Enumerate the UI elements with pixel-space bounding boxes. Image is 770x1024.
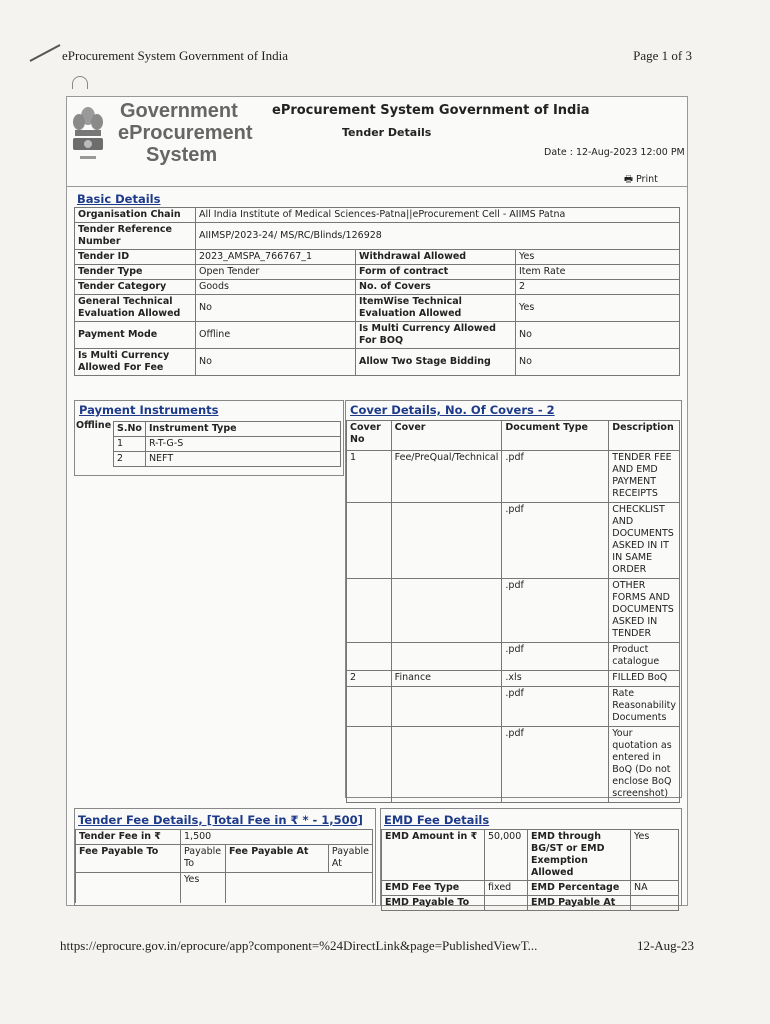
cover-no-cell: [347, 643, 392, 671]
table-row: [347, 687, 680, 727]
doc-type-cell: .pdf: [502, 643, 609, 671]
cover-cell: [391, 503, 502, 579]
table-row: [75, 295, 680, 322]
doc-type-cell: .pdf: [502, 579, 609, 643]
org-chain-value: All India Institute of Medical Sciences-Patna||eProcurement Cell - AIIMS Patna: [196, 208, 680, 223]
table-row: [75, 265, 680, 280]
table-row: [114, 452, 341, 467]
cover-cell: [391, 727, 502, 803]
tender-fee-title: Tender Fee Details, [Total Fee in ₹ * - 1,500]: [78, 813, 363, 827]
cover-no-cell: [347, 503, 392, 579]
tender-fee-table: [75, 829, 373, 903]
table-row: [75, 208, 680, 223]
table-row: [347, 579, 680, 643]
emd-exemption-value: Yes: [631, 830, 679, 881]
contract-form-label: Form of contract: [356, 265, 516, 280]
col-instrument-type: Instrument Type: [145, 422, 340, 437]
payment-mode-label: Payment Mode: [75, 322, 196, 349]
covers-label: No. of Covers: [356, 280, 516, 295]
description-cell: Product catalogue: [609, 643, 680, 671]
cover-no-cell: [347, 687, 392, 727]
tender-id-value: 2023_AMSPA_766767_1: [196, 250, 356, 265]
doc-type-cell: .pdf: [502, 451, 609, 503]
col-cover: Cover: [391, 421, 502, 451]
gov-logo-text: Government eProcurement System: [118, 100, 253, 166]
table-row: [114, 437, 341, 452]
instrument-cell: R-T-G-S: [145, 437, 340, 452]
print-footer-date: 12-Aug-23: [636, 938, 694, 953]
emd-type-value: fixed: [485, 881, 528, 896]
cover-details-table: [346, 420, 680, 803]
tender-category-label: Tender Category: [75, 280, 196, 295]
emd-percentage-value: NA: [631, 881, 679, 896]
print-page-number: Page 1 of 3: [633, 48, 692, 63]
instrument-cell: NEFT: [145, 452, 340, 467]
description-cell: FILLED BoQ: [609, 671, 680, 687]
cover-cell: Finance: [391, 671, 502, 687]
itemwise-eval-label: ItemWise Technical Evaluation Allowed: [356, 295, 516, 322]
description-cell: Your quotation as entered in BoQ (Do not enclose BoQ screenshot): [609, 727, 680, 803]
cover-details-title: Cover Details, No. Of Covers - 2: [350, 403, 555, 417]
tender-type-value: Open Tender: [196, 265, 356, 280]
fee-payable-at-label: Fee Payable At: [226, 845, 329, 873]
ref-value: AIIMSP/2023-24/ MS/RC/Blinds/126928: [196, 223, 680, 250]
cover-no-cell: 2: [347, 671, 392, 687]
cover-cell: Fee/PreQual/Technical: [391, 451, 502, 503]
emd-type-label: EMD Fee Type: [382, 881, 485, 896]
fee-payable-to-label: Fee Payable To: [76, 845, 181, 873]
emd-amount-value: 50,000: [485, 830, 528, 881]
table-row: [382, 830, 679, 881]
emd-fee-table: [381, 829, 679, 911]
org-chain-label: Organisation Chain: [75, 208, 196, 223]
withdrawal-label: Withdrawal Allowed: [356, 250, 516, 265]
header-divider: [66, 186, 688, 187]
col-description: Description: [609, 421, 680, 451]
cover-cell: [391, 643, 502, 671]
basic-details-title: Basic Details: [77, 192, 161, 206]
doc-type-cell: .pdf: [502, 727, 609, 803]
table-row: [382, 881, 679, 896]
doc-type-cell: .pdf: [502, 687, 609, 727]
doc-type-cell: .pdf: [502, 503, 609, 579]
table-row: [382, 896, 679, 911]
app-title: eProcurement System Government of India: [272, 103, 590, 118]
table-row: [75, 322, 680, 349]
cover-no-cell: [347, 727, 392, 803]
covers-value: 2: [516, 280, 680, 295]
table-row: [75, 349, 680, 376]
table-row: [347, 643, 680, 671]
itemwise-eval-value: Yes: [516, 295, 680, 322]
description-cell: OTHER FORMS AND DOCUMENTS ASKED IN TENDER: [609, 579, 680, 643]
table-row: [347, 727, 680, 803]
payment-mode-value: Offline: [196, 322, 356, 349]
multi-currency-fee-label: Is Multi Currency Allowed For Fee: [75, 349, 196, 376]
emd-fee-title: EMD Fee Details: [384, 813, 490, 827]
gen-tech-eval-value: No: [196, 295, 356, 322]
table-row: [75, 223, 680, 250]
emd-payable-at-label: EMD Payable At: [528, 896, 631, 911]
table-row: [347, 671, 680, 687]
print-label: Print: [636, 174, 658, 185]
date-stamp: Date : 12-Aug-2023 12:00 PM: [544, 147, 685, 158]
emblem-icon: [70, 100, 106, 168]
table-row: [347, 503, 680, 579]
description-cell: TENDER FEE AND EMD PAYMENT RECEIPTS: [609, 451, 680, 503]
payment-instruments-title: Payment Instruments: [79, 403, 219, 417]
table-row: [76, 845, 373, 873]
table-row: [114, 422, 341, 437]
contract-form-value: Item Rate: [516, 265, 680, 280]
tender-category-value: Goods: [196, 280, 356, 295]
emd-exemption-label: EMD through BG/ST or EMD Exemption Allowed: [528, 830, 631, 881]
table-row: [76, 873, 373, 903]
cover-no-cell: 1: [347, 451, 392, 503]
col-sno: S.No: [114, 422, 146, 437]
multi-currency-boq-value: No: [516, 322, 680, 349]
two-stage-value: No: [516, 349, 680, 376]
pen-mark: [30, 44, 61, 62]
two-stage-label: Allow Two Stage Bidding: [356, 349, 516, 376]
tender-id-label: Tender ID: [75, 250, 196, 265]
curl-mark: [72, 76, 88, 89]
payment-instruments-table: [113, 421, 341, 467]
cover-cell: [391, 579, 502, 643]
table-row: [347, 451, 680, 503]
print-header-title: eProcurement System Government of India: [62, 48, 288, 63]
doc-type-cell: .xls: [502, 671, 609, 687]
tender-type-label: Tender Type: [75, 265, 196, 280]
multi-currency-fee-value: No: [196, 349, 356, 376]
description-cell: CHECKLIST AND DOCUMENTS ASKED IN IT IN SAME ORDER: [609, 503, 680, 579]
page-subtitle: Tender Details: [342, 126, 432, 139]
withdrawal-value: Yes: [516, 250, 680, 265]
fee-payable-at-value: Payable At: [328, 845, 372, 873]
print-footer-url: https://eprocure.gov.in/eprocure/app?component=%24DirectLink&page=PublishedViewT...: [60, 938, 538, 953]
tender-fee-value: 1,500: [181, 830, 373, 845]
printer-icon: 🖶: [624, 174, 633, 185]
description-cell: Rate Reasonability Documents: [609, 687, 680, 727]
cover-no-cell: [347, 579, 392, 643]
sno-cell: 1: [114, 437, 146, 452]
fee-payable-to-value: Payable To: [181, 845, 226, 873]
col-document-type: Document Type: [502, 421, 609, 451]
basic-details-table: [74, 207, 680, 376]
table-row: [75, 280, 680, 295]
table-row: [347, 421, 680, 451]
ref-label: Tender Reference Number: [75, 223, 196, 250]
emd-percentage-label: EMD Percentage: [528, 881, 631, 896]
fee-exemption-value: Yes: [181, 873, 226, 903]
multi-currency-boq-label: Is Multi Currency Allowed For BOQ: [356, 322, 516, 349]
gen-tech-eval-label: General Technical Evaluation Allowed: [75, 295, 196, 322]
table-row: [76, 830, 373, 845]
table-row: [75, 250, 680, 265]
payment-mode-offline: Offline: [76, 420, 112, 431]
emd-payable-to-label: EMD Payable To: [382, 896, 485, 911]
col-cover-no: Cover No: [347, 421, 392, 451]
sno-cell: 2: [114, 452, 146, 467]
tender-fee-label: Tender Fee in ₹: [76, 830, 181, 845]
cover-cell: [391, 687, 502, 727]
emd-amount-label: EMD Amount in ₹: [382, 830, 485, 881]
